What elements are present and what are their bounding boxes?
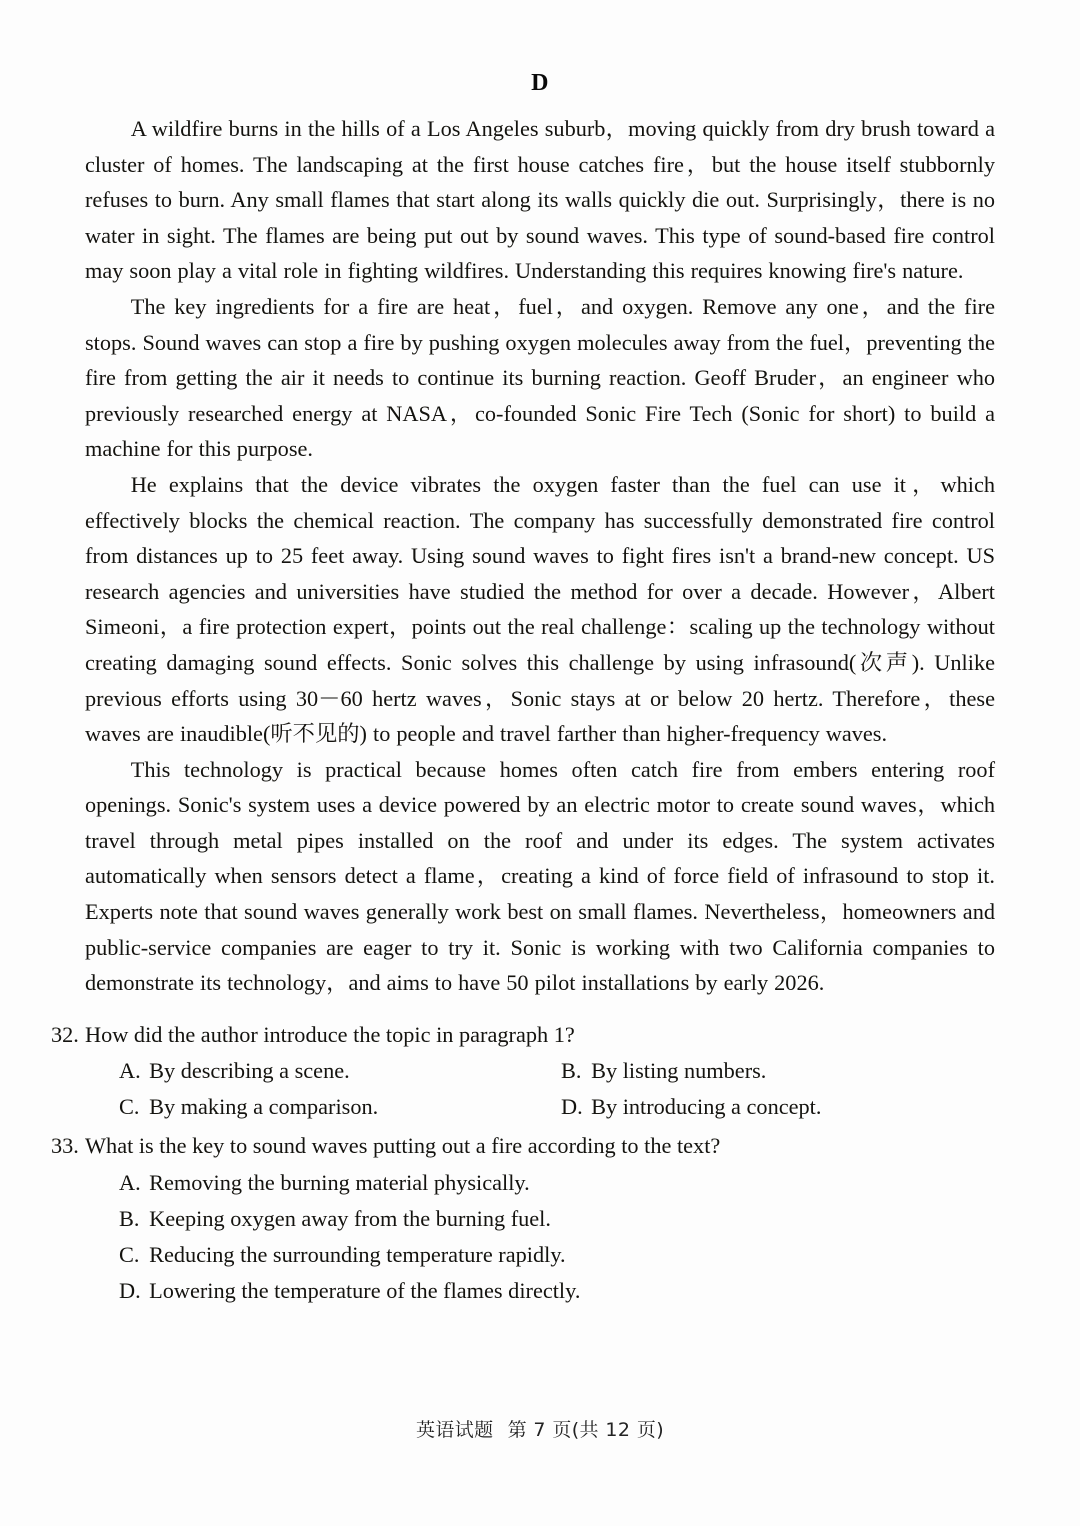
option-key: A. [119, 1058, 141, 1084]
question-32 [51, 1017, 995, 1126]
option-label: Keeping oxygen away from the burning fuel. [149, 1205, 551, 1231]
option-label: Lowering the temperature of the flames directly. [149, 1278, 581, 1304]
option-32-b[interactable] [561, 1053, 995, 1089]
passage-paragraph-3: He explains that the device vibrates the oxygen faster than the fuel can use it，which effectively blocks the chemical reaction. The company has successfully demonstrated fire control from distances up to 25 feet away. Using sound waves to fight fires isn't a brand-new concept. US research agencies and universities have studied the method for over a decade. However，Albert Simeoni，a fire protection expert，points out the real challenge：scaling up the technology without creating damaging sound effects. Sonic solves this challenge by using infrasound(次声). Unlike previous efforts using 30－60 hertz waves，Sonic stays at or below 20 hertz. Therefore，these waves are inaudible(听不见的) to people and travel farther than higher-frequency waves. [85, 471, 995, 747]
question-33-stem: 33. What is the key to sound waves putting out a fire according to the text? [51, 1133, 721, 1159]
option-label: By listing numbers. [591, 1058, 767, 1084]
question-32-options [119, 1053, 995, 1125]
passage-paragraph-4: This technology is practical because homes often catch fire from embers entering roof openings. Sonic's system uses a device powered by an electric motor to create sound waves，which travel through metal pipes installed on the roof and under its edges. The system activates automatically when sensors detect a flame，creating a kind of force field of infrasound to stop it. Experts note that sound waves generally work best on small flames. Nevertheless，homeowners and public-service companies are eager to try it. Sonic is working with two California companies to demonstrate its technology，and aims to have 50 pilot installations by early 2026. [85, 756, 995, 996]
option-label: Removing the burning material physically. [149, 1169, 530, 1195]
question-33 [51, 1128, 995, 1309]
option-label: By introducing a concept. [591, 1094, 822, 1120]
passage-paragraph-1: A wildfire burns in the hills of a Los Angeles suburb，moving quickly from dry brush toward a cluster of homes. The landscaping at the first house catches fire，but the house itself stubbornly refuses to burn. Any small flames that start along its walls quickly die out. Surprisingly，there is no water in sight. The flames are being put out by sound waves. This type of sound-based fire control may soon play a vital role in fighting wildfires. Understanding this requires knowing fire's nature. [85, 116, 995, 284]
questions-section [51, 1017, 995, 1310]
option-label: By describing a scene. [149, 1058, 350, 1084]
option-key: C. [119, 1094, 140, 1120]
option-row [119, 1053, 995, 1089]
question-32-stem: 32. How did the author introduce the topic in paragraph 1? [51, 1021, 575, 1047]
footer-page-label: 第 7 页(共 12 页) [507, 1419, 665, 1441]
passage-body [85, 111, 995, 1001]
page-footer [0, 1415, 1080, 1442]
option-row [119, 1089, 995, 1125]
question-33-options [119, 1165, 995, 1310]
option-32-c[interactable] [119, 1089, 561, 1125]
question-32-text: How did the author introduce the topic in paragraph 1? [85, 1021, 575, 1047]
option-33-d[interactable] [119, 1273, 995, 1309]
option-key: D. [119, 1278, 141, 1304]
option-key: D. [561, 1094, 583, 1120]
option-label: Reducing the surrounding temperature rapidly. [149, 1242, 566, 1268]
option-33-a[interactable] [119, 1165, 995, 1201]
question-33-text: What is the key to sound waves putting out a fire according to the text? [85, 1133, 721, 1159]
option-key: B. [119, 1205, 140, 1231]
passage-paragraph-2: The key ingredients for a fire are heat，fuel，and oxygen. Remove any one，and the fire stops. Sound waves can stop a fire by pushing oxygen molecules away from the fuel，preventing the fire from getting the air it needs to continue its burning reaction. Geoff Bruder，an engineer who previously researched energy at NASA，co-founded Sonic Fire Tech (Sonic for short) to build a machine for this purpose. [85, 293, 995, 462]
option-key: C. [119, 1242, 140, 1268]
option-label: By making a comparison. [149, 1094, 379, 1120]
option-key: A. [119, 1169, 141, 1195]
footer-subject: 英语试题 [415, 1419, 494, 1441]
page-content [51, 70, 995, 1312]
option-33-b[interactable] [119, 1201, 995, 1237]
option-key: B. [561, 1058, 582, 1084]
option-32-a[interactable] [119, 1053, 561, 1089]
option-32-d[interactable] [561, 1089, 995, 1125]
section-letter-heading: D [531, 70, 549, 96]
option-33-c[interactable] [119, 1237, 995, 1273]
